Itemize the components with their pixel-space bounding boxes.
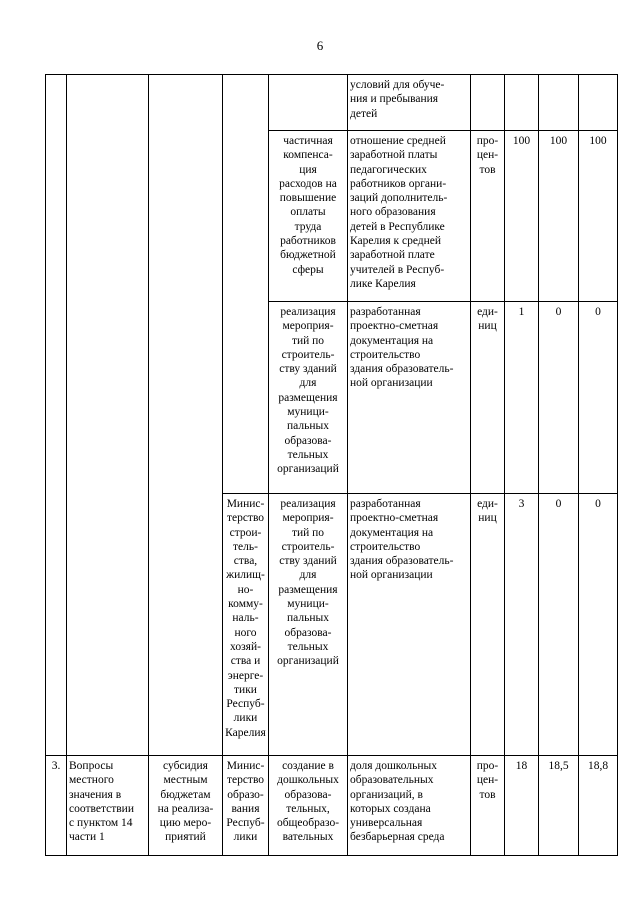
unit-cell: про- цен- тов (471, 131, 505, 302)
event-cell: реализация мероприя- тий по строитель- ству зданий для размещения муници- пальных образова- тельных организаций (269, 302, 348, 494)
unit-cell: еди- ниц (471, 302, 505, 494)
value-cell-2: 100 (539, 131, 579, 302)
value-cell-1 (505, 75, 539, 131)
ministry-cell: Минис- терство строи- тель- ства, жилищ- но- комму- наль- ного хозяй- ства и энерге- тики Респуб- лики Карелия (223, 494, 269, 756)
value-cell-2: 0 (539, 302, 579, 494)
support-form-cell: субсидия местным бюджетам на реализа- цию меро- приятий (149, 756, 223, 856)
event-cell: реализация мероприя- тий по строитель- ству зданий для размещения муници- пальных образова- тельных организаций (269, 494, 348, 756)
indicator-cell: разработанная проектно-сметная документация на строительство здания образователь- ной организации (348, 302, 471, 494)
value-cell-2: 18,5 (539, 756, 579, 856)
ministry-cell (223, 75, 269, 494)
value-cell-1: 100 (505, 131, 539, 302)
unit-cell: про- цен- тов (471, 756, 505, 856)
event-cell (269, 75, 348, 131)
value-cell-3: 0 (579, 302, 618, 494)
value-cell-2: 0 (539, 494, 579, 756)
issue-cell (67, 75, 149, 756)
page-number: 6 (316, 38, 324, 53)
issue-cell: Вопросы местного значения в соответствии с пунктом 14 части 1 (67, 756, 149, 856)
value-cell-3: 18,8 (579, 756, 618, 856)
event-cell: создание в дошкольных образова- тельных, общеобразо- вательных (269, 756, 348, 856)
indicator-cell: условий для обуче- ния и пребывания детей (348, 75, 471, 131)
value-cell-1: 1 (505, 302, 539, 494)
value-cell-3: 100 (579, 131, 618, 302)
ministry-cell: Минис- терство образо- вания Респуб- лики (223, 756, 269, 856)
num-cell: 3. (46, 756, 67, 856)
value-cell-2 (539, 75, 579, 131)
unit-cell: еди- ниц (471, 494, 505, 756)
value-cell-1: 18 (505, 756, 539, 856)
table-row (46, 75, 618, 131)
support-form-cell (149, 75, 223, 756)
unit-cell (471, 75, 505, 131)
indicator-cell: разработанная проектно-сметная документация на строительство здания образователь- ной организации (348, 494, 471, 756)
measures-table (45, 74, 618, 856)
indicator-cell: доля дошкольных образовательных организаций, в которых создана универсальная безбарьерная среда (348, 756, 471, 856)
value-cell-3: 0 (579, 494, 618, 756)
event-cell: частичная компенса- ция расходов на повышение оплаты труда работников бюджетной сферы (269, 131, 348, 302)
num-cell (46, 75, 67, 756)
table-row (46, 756, 618, 856)
value-cell-1: 3 (505, 494, 539, 756)
value-cell-3 (579, 75, 618, 131)
indicator-cell: отношение средней заработной платы педагогических работников органи- заций дополнитель- ного образования детей в Республике Карелия к средней заработной плате учителей в Респуб- лике Карелия (348, 131, 471, 302)
